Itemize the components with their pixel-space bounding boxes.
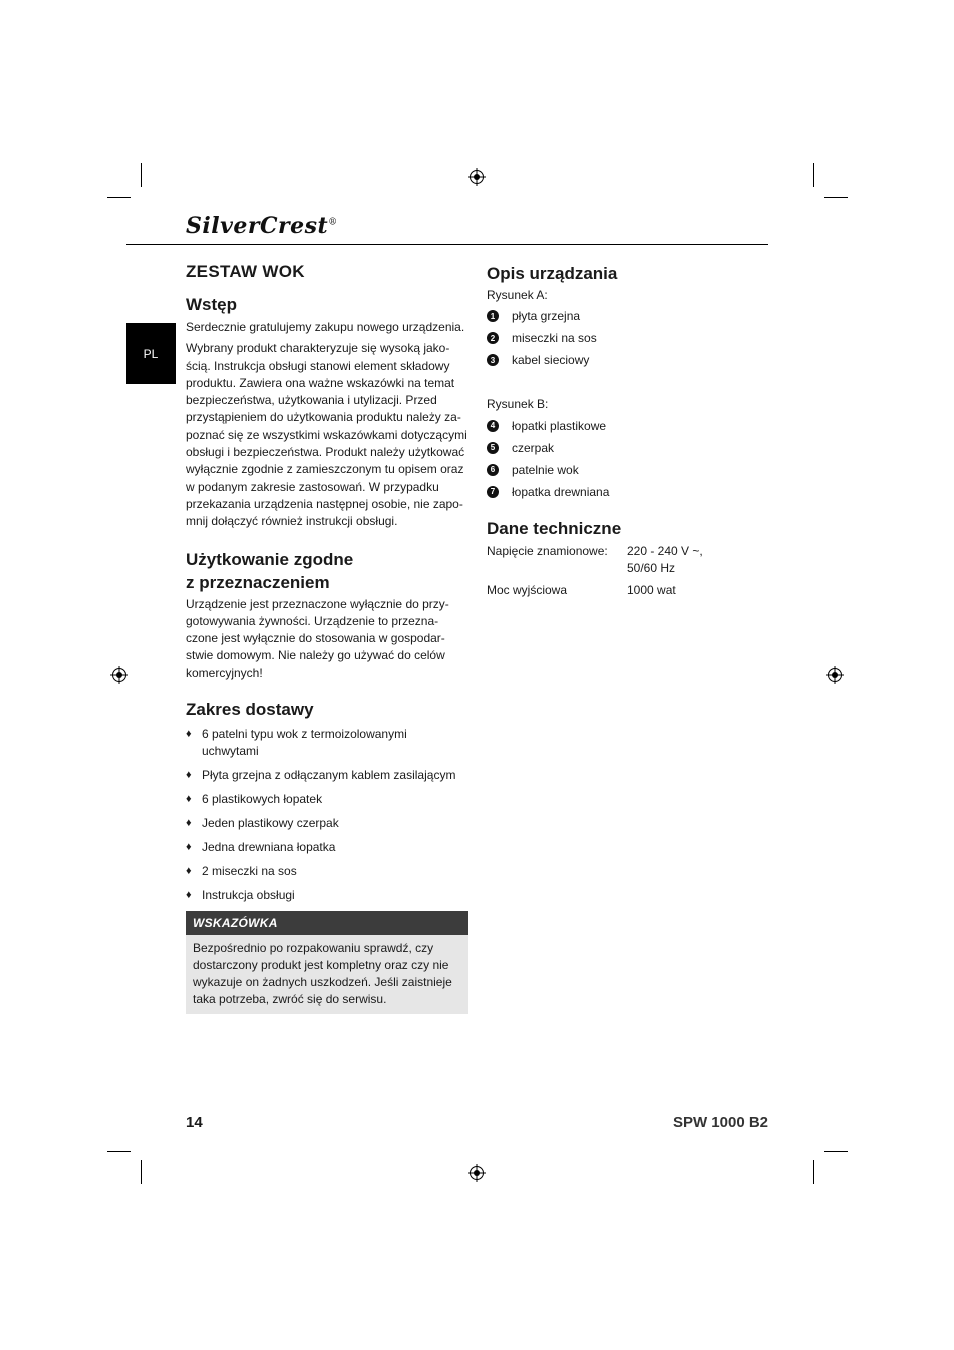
list-item-text: Instrukcja obsługi [202,888,295,903]
text-line: ścią. Instrukcja obsługi stanowi element składowy [186,358,450,373]
section-heading-description: Opis urządzania [487,264,618,283]
figure-a-list [487,305,769,371]
list-item-text: Jedna drewniana łopatka [202,840,336,855]
list-item-text: łopatki plastikowe [512,418,607,433]
crop-mark [824,1151,848,1152]
left-column [186,262,468,1014]
section-heading-intro: Wstęp [186,295,237,314]
text-line: mnij dołączyć również instrukcji obsługi. [186,514,398,529]
crop-mark [107,197,131,198]
number-badge-icon: 6 [487,464,499,476]
crop-mark [107,1151,131,1152]
bullet-diamond-icon: ♦ [186,793,192,806]
list-item [487,415,769,437]
list-item [186,726,468,760]
text-line: przekazania urządzenia następnej osobie, nie zapo- [186,496,463,511]
bullet-diamond-icon: ♦ [186,889,192,902]
registration-mark-icon [826,666,844,684]
registration-mark-icon [110,666,128,684]
text-line: dostarczony produkt jest kompletny oraz czy nie [193,958,449,973]
registration-mark-icon [468,1164,486,1182]
crop-mark [813,163,814,187]
crop-mark [141,163,142,187]
list-item-text: miseczki na sos [512,331,597,346]
list-item [186,815,468,832]
note-title: WSKAZÓWKA [186,911,468,935]
section-heading-usage [186,548,468,594]
spec-key: Napięcie znamionowe: [487,543,608,558]
list-item [186,839,468,856]
list-item-text: 2 miseczki na sos [202,864,297,879]
section-heading-tech: Dane techniczne [487,518,622,538]
list-item [487,349,769,371]
crop-mark [824,197,848,198]
text-line: produktu. Zawiera ona ważne wskazówki na temat [186,375,455,390]
spec-value-line: 220 - 240 V ~, [627,543,703,558]
number-badge-icon: 4 [487,420,499,432]
spec-value [627,543,703,577]
text-line: obsługi i bezpieczeństwa. Produkt należy użytkować [186,445,465,460]
list-item [186,887,468,904]
tech-specs [487,543,769,599]
number-badge-icon: 3 [487,354,499,366]
list-item [186,863,468,880]
brand-logo-text: SilverCrest [186,213,329,239]
text-line: gotowywania żywności. Urządzenie to przezna- [186,613,439,628]
text-line: wykazuje on żadnych uszkodzeń. Jeśli zaistnieje [193,975,452,990]
list-item-text: uchwytami [202,744,259,759]
intro-paragraph-2 [186,340,468,530]
list-item [487,327,769,349]
list-item-text: patelnie wok [512,462,579,477]
bullet-diamond-icon: ♦ [186,817,192,830]
crop-mark [813,1160,814,1184]
registered-mark: ® [328,217,338,228]
note-body [186,935,468,1014]
delivery-list [186,726,468,904]
usage-paragraph [186,596,468,682]
note-box [186,911,468,1014]
heading-line: z przeznaczeniem [186,572,330,592]
list-item [487,437,769,459]
number-badge-icon: 7 [487,486,499,498]
bullet-diamond-icon: ♦ [186,841,192,854]
crop-mark [141,1160,142,1184]
text-line: taka potrzeba, zwróć się do serwisu. [193,992,387,1007]
text-line: czone jest wyłącznie do stosowania w gospodar- [186,631,445,646]
text-line: komercyjnych! [186,665,263,680]
document-title: ZESTAW WOK [186,262,305,281]
list-item-text: łopatka drewniana [512,484,610,499]
spec-value: 1000 wat [627,582,676,597]
list-item-text: 6 plastikowych łopatek [202,792,323,807]
text-line: Wybrany produkt charakteryzuje się wysoką jako- [186,341,450,356]
right-column [487,262,769,599]
text-line: Urządzenie jest przeznaczone wyłącznie do przy- [186,596,449,611]
list-item-text: czerpak [512,440,555,455]
text-line: stwie domowym. Nie należy go używać do celów [186,648,445,663]
figure-b-list [487,415,769,503]
registration-mark-icon [468,168,486,186]
number-badge-icon: 1 [487,310,499,322]
text-line: wyłącznie zgodnie z zamieszczonym tu opisem oraz [186,462,464,477]
text-line: poznać się ze wszystkimi wskazówkami dotyczącymi [186,427,467,442]
list-item [186,791,468,808]
text-line: Bezpośrednio po rozpakowaniu sprawdź, czy [193,941,434,956]
list-item [487,481,769,503]
number-badge-icon: 5 [487,442,499,454]
number-badge-icon: 2 [487,332,499,344]
text-line: przystąpieniem do użytkowania produktu należy za- [186,410,461,425]
list-item-text: płyta grzejna [512,309,581,324]
figure-b-label: Rysunek B: [487,397,549,412]
list-item-text: 6 patelni typu wok z termoizolowanymi [202,727,407,742]
bullet-diamond-icon: ♦ [186,769,192,782]
page-number: 14 [186,1114,203,1131]
list-item [487,459,769,481]
bullet-diamond-icon: ♦ [186,865,192,878]
intro-paragraph-1: Serdecznie gratulujemy zakupu nowego urządzenia. [186,320,465,334]
heading-line: Użytkowanie zgodne [186,549,354,569]
spec-value-line: 50/60 Hz [627,560,676,575]
header-rule [126,244,768,245]
spec-key: Moc wyjściowa [487,582,568,597]
language-tab-label: PL [143,346,159,361]
text-line: w podanym zakresie zastosowań. W przypadku [186,479,439,494]
list-item-text: Płyta grzejna z odłączanym kablem zasilającym [202,768,456,783]
list-item [487,305,769,327]
language-tab [126,323,176,384]
section-heading-delivery: Zakres dostawy [186,700,314,720]
text-line: bezpieczeństwa, użytkowania i utylizacji. Przed [186,393,437,408]
spec-row [487,543,769,577]
list-item-text: Jeden plastikowy czerpak [202,816,339,831]
list-item-text: kabel sieciowy [512,353,590,368]
brand-logo [186,213,338,239]
figure-a-label: Rysunek A: [487,288,548,302]
list-item [186,767,468,784]
model-number: SPW 1000 B2 [672,1114,768,1131]
bullet-diamond-icon: ♦ [186,728,192,741]
spec-row [487,582,769,599]
